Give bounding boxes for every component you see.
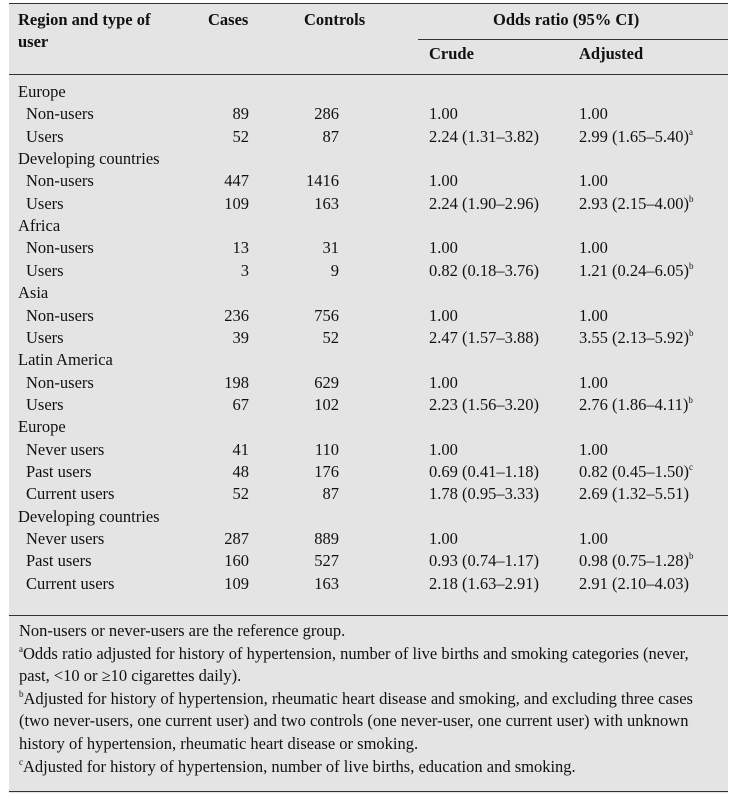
row-crude-or: 2.24 (1.90–2.96) [429, 193, 539, 213]
row-adjusted-or: 1.00 [579, 372, 608, 392]
row-user-label: Never users [26, 439, 105, 459]
row-adjusted-or: 2.91 (2.10–4.03) [579, 573, 689, 593]
row-controls: 1416 [306, 171, 339, 191]
row-user-label: Non-users [26, 104, 94, 124]
footnotes [19, 620, 719, 778]
row-controls: 176 [314, 461, 339, 481]
row-cases: 160 [224, 551, 249, 571]
row-cases: 13 [232, 238, 249, 258]
row-controls: 629 [314, 372, 339, 392]
row-crude-or: 2.47 (1.57–3.88) [429, 327, 539, 347]
header-rule [9, 74, 728, 75]
row-region-label: Developing countries [18, 506, 160, 526]
row-user-label: Users [26, 327, 64, 347]
row-crude-or: 1.00 [429, 529, 458, 548]
row-user-label: Users [26, 260, 64, 280]
row-cases: 236 [224, 305, 249, 325]
row-crude-or: 2.18 (1.63–2.91) [429, 573, 539, 593]
footnote-c: $^c$Adjusted for history of hypertension, number of live births, education and smoking. [19, 756, 576, 776]
row-user-label: Non-users [26, 238, 94, 258]
row-adjusted-or: 1.00 [579, 104, 608, 124]
body-bottom-rule [9, 615, 728, 616]
row-adjusted-or: 2.93 $(2.15-4.00)^b$ [579, 193, 694, 213]
row-adjusted-or: 1.00 [579, 439, 608, 459]
row-cases: 39 [232, 327, 249, 347]
row-adjusted-or: 0.82 $(0.45-1.50)^c$ [579, 461, 693, 481]
row-crude-or: 0.82 (0.18–3.76) [429, 260, 539, 280]
row-cases: 287 [224, 529, 249, 548]
row-cases: 52 [232, 484, 249, 504]
row-region-label: Developing countries [18, 149, 160, 169]
row-cases: 67 [232, 394, 249, 414]
row-user-label: Past users [26, 551, 92, 571]
row-crude-or: 1.00 [429, 171, 458, 191]
bottom-rule [9, 791, 728, 792]
row-controls: 87 [322, 126, 339, 146]
row-controls: 9 [330, 260, 339, 280]
row-crude-or: 1.78 (0.95–3.33) [429, 484, 539, 504]
row-controls: 527 [314, 551, 339, 571]
row-user-label: Non-users [26, 305, 94, 325]
odds-ratio-table [9, 3, 728, 793]
row-region-label: Europe [18, 417, 66, 437]
footnote-reference: Non-users or never-users are the reference group. [19, 621, 346, 640]
row-cases: 41 [232, 439, 249, 459]
row-adjusted-or: 3.55 $(2.13-5.92)^b$ [579, 327, 694, 347]
row-adjusted-or: 1.00 [579, 171, 608, 191]
row-cases: 48 [232, 461, 249, 481]
row-crude-or: 0.93 (0.74–1.17) [429, 551, 539, 571]
header-cases: Cases [208, 10, 249, 29]
row-user-label: Never users [26, 529, 105, 548]
row-cases: 52 [232, 126, 249, 146]
row-controls: 163 [314, 193, 339, 213]
row-controls: 102 [314, 394, 339, 414]
row-user-label: Users [26, 126, 64, 146]
row-cases: 198 [224, 372, 249, 392]
footnote-b: $^b$Adjusted for history of hypertension, rheumatic heart disease and smoking, and excluding three cases (two never-users, one current user) and two controls (one never-user, one current user) with unknown history of hypertension, rheumatic heart disease or smoking. [19, 688, 693, 753]
row-adjusted-or: 1.00 [579, 529, 608, 548]
row-user-label: Past users [26, 461, 92, 481]
row-crude-or: 1.00 [429, 238, 458, 258]
row-region-label: Latin America [18, 350, 113, 370]
row-cases: 3 [240, 260, 249, 280]
row-adjusted-or: 1.00 [579, 305, 608, 325]
row-controls: 87 [322, 484, 339, 504]
header-controls: Controls [304, 10, 366, 29]
header-adjusted: Adjusted [579, 44, 644, 63]
row-adjusted-or: 2.99 $(1.65-5.40)^a$ [579, 126, 693, 146]
row-controls: 889 [314, 529, 339, 548]
row-cases: 447 [224, 171, 249, 191]
row-cases: 109 [224, 193, 249, 213]
row-user-label: Users [26, 394, 64, 414]
or-span-rule [418, 39, 728, 40]
header-crude: Crude [429, 44, 474, 63]
row-user-label: Current users [26, 484, 115, 504]
footnote-a: $^a$Odds ratio adjusted for history of hypertension, number of live births and smoking categories (never, past, <10 or ≥10 cigarettes daily). [19, 643, 689, 686]
row-adjusted-or: 1.21 $(0.24-6.05)^b$ [579, 260, 694, 280]
row-crude-or: 1.00 [429, 305, 458, 325]
header-region: Region and type of user [18, 10, 151, 51]
row-controls: 286 [314, 104, 339, 124]
top-rule [9, 3, 728, 4]
row-controls: 52 [322, 327, 339, 347]
row-adjusted-or: 2.76 $(1.86-4.11)^b$ [579, 394, 693, 414]
row-region-label: Europe [18, 82, 66, 101]
row-user-label: Non-users [26, 372, 94, 392]
row-crude-or: 2.24 (1.31–3.82) [429, 126, 539, 146]
row-crude-or: 0.69 (0.41–1.18) [429, 461, 539, 481]
row-cases: 109 [224, 573, 249, 593]
row-adjusted-or: 1.00 [579, 238, 608, 258]
row-controls: 31 [322, 238, 339, 258]
row-adjusted-or: 2.69 (1.32–5.51) [579, 484, 689, 504]
row-controls: 110 [314, 439, 339, 459]
row-crude-or: 1.00 [429, 104, 458, 124]
row-crude-or: 1.00 [429, 372, 458, 392]
row-cases: 89 [232, 104, 249, 124]
row-user-label: Users [26, 193, 64, 213]
row-user-label: Non-users [26, 171, 94, 191]
row-crude-or: 1.00 [429, 439, 458, 459]
row-crude-or: 2.23 (1.56–3.20) [429, 394, 539, 414]
header-odds-ratio: Odds ratio (95% CI) [493, 10, 640, 29]
row-region-label: Asia [18, 283, 49, 303]
row-region-label: Africa [18, 216, 61, 236]
row-user-label: Current users [26, 573, 115, 593]
row-controls: 163 [314, 573, 339, 593]
row-controls: 756 [314, 305, 339, 325]
row-adjusted-or: 0.98 $(0.75-1.28)^b$ [579, 551, 694, 571]
